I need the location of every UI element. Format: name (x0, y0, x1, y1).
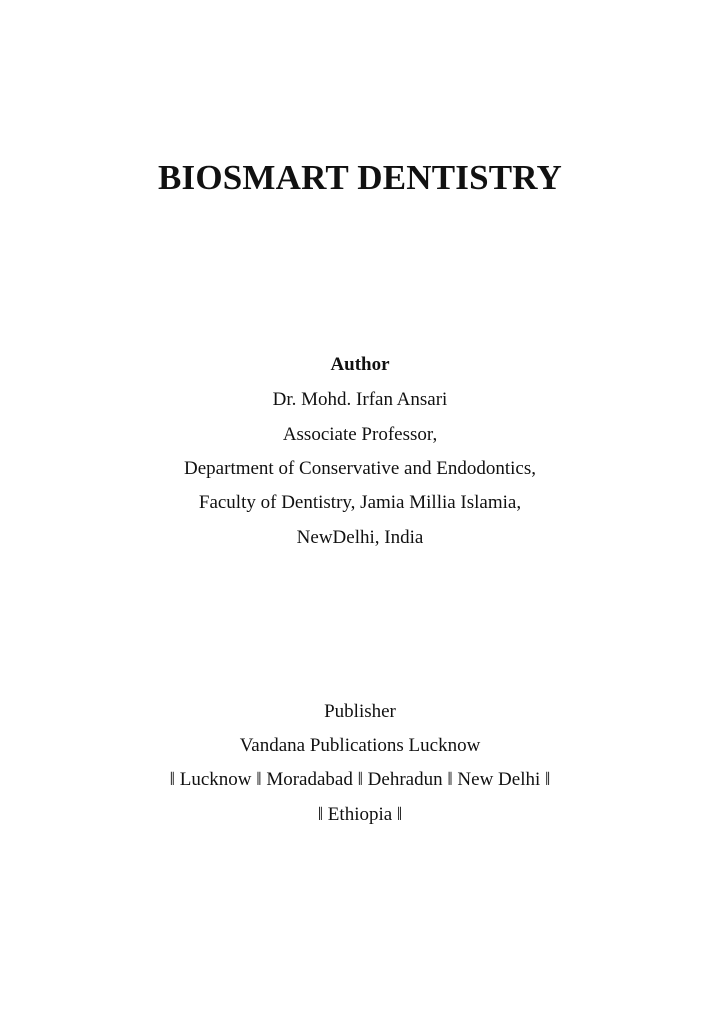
author-department: Department of Conservative and Endodontics, (184, 458, 536, 479)
author-heading: Author (330, 354, 390, 375)
author-faculty: Faculty of Dentistry, Jamia Millia Islamia, (198, 492, 522, 513)
author-location: NewDelhi, India (296, 527, 424, 548)
author-name: Dr. Mohd. Irfan Ansari (272, 389, 448, 410)
publisher-heading: Publisher (324, 701, 396, 722)
publisher-name: Vandana Publications Lucknow (239, 735, 481, 756)
book-title: BIOSMART DENTISTRY (157, 158, 563, 197)
publisher-cities: ‖ Lucknow ‖ Moradabad ‖ Dehradun ‖ New Delhi ‖ (169, 769, 551, 790)
publisher-cities-extra: ‖ Ethiopia ‖ (317, 804, 403, 825)
author-position: Associate Professor, (282, 424, 438, 445)
